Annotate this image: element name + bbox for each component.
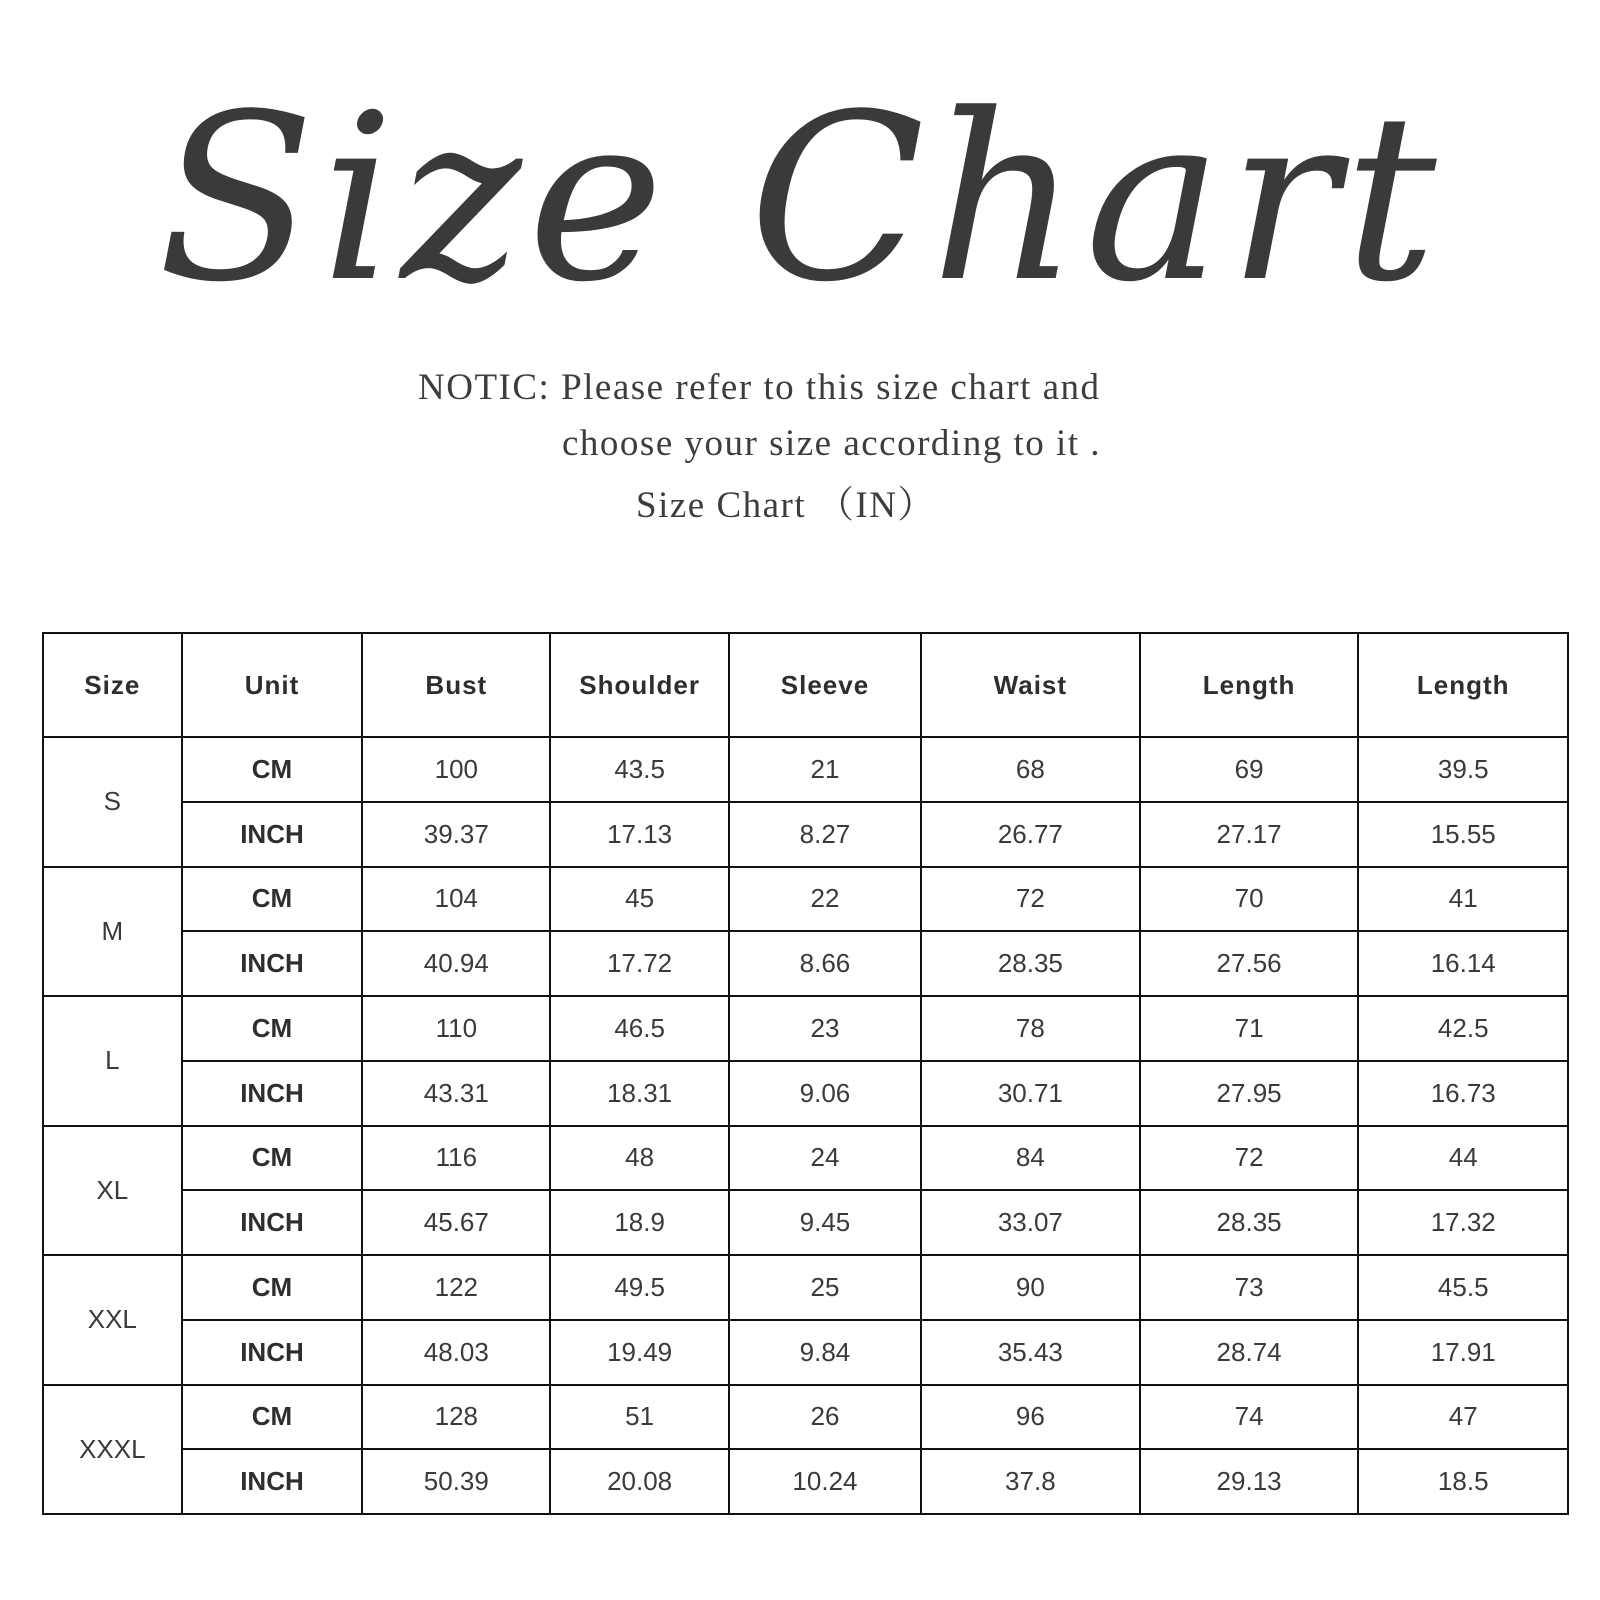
measurement-cell: 28.35	[921, 931, 1140, 996]
size-cell: XL	[43, 1126, 182, 1256]
measurement-cell: 28.35	[1140, 1190, 1359, 1255]
measurement-cell: 9.84	[729, 1320, 921, 1385]
measurement-cell: 10.24	[729, 1449, 921, 1514]
measurement-cell: 28.74	[1140, 1320, 1359, 1385]
unit-cell: CM	[182, 1255, 363, 1320]
table-header-row	[43, 633, 1568, 737]
table-row	[43, 996, 1568, 1061]
measurement-cell: 26	[729, 1385, 921, 1450]
measurement-cell: 18.5	[1358, 1449, 1568, 1514]
measurement-cell: 39.37	[362, 802, 550, 867]
measurement-cell: 8.27	[729, 802, 921, 867]
measurement-cell: 23	[729, 996, 921, 1061]
measurement-cell: 84	[921, 1126, 1140, 1191]
measurement-cell: 17.91	[1358, 1320, 1568, 1385]
measurement-cell: 17.32	[1358, 1190, 1568, 1255]
measurement-cell: 18.9	[550, 1190, 729, 1255]
unit-cell: CM	[182, 1385, 363, 1450]
column-header: Bust	[362, 633, 550, 737]
chart-subtitle: Size Chart （IN）	[636, 485, 936, 526]
measurement-cell: 27.17	[1140, 802, 1359, 867]
measurement-cell: 128	[362, 1385, 550, 1450]
measurement-cell: 27.56	[1140, 931, 1359, 996]
measurement-cell: 40.94	[362, 931, 550, 996]
measurement-cell: 30.71	[921, 1061, 1140, 1126]
column-header: Waist	[921, 633, 1140, 737]
table-row	[43, 1385, 1568, 1450]
measurement-cell: 9.06	[729, 1061, 921, 1126]
column-header: Length	[1358, 633, 1568, 737]
unit-cell: INCH	[182, 1320, 363, 1385]
table-row	[43, 1126, 1568, 1191]
column-header: Length	[1140, 633, 1359, 737]
column-header: Shoulder	[550, 633, 729, 737]
measurement-cell: 41	[1358, 867, 1568, 932]
measurement-cell: 27.95	[1140, 1061, 1359, 1126]
measurement-cell: 19.49	[550, 1320, 729, 1385]
measurement-cell: 70	[1140, 867, 1359, 932]
measurement-cell: 43.31	[362, 1061, 550, 1126]
measurement-cell: 73	[1140, 1255, 1359, 1320]
table-row	[43, 1255, 1568, 1320]
column-header: Size	[43, 633, 182, 737]
measurement-cell: 33.07	[921, 1190, 1140, 1255]
measurement-cell: 20.08	[550, 1449, 729, 1514]
measurement-cell: 74	[1140, 1385, 1359, 1450]
measurement-cell: 72	[1140, 1126, 1359, 1191]
measurement-cell: 48.03	[362, 1320, 550, 1385]
column-header: Unit	[182, 633, 363, 737]
measurement-cell: 45.5	[1358, 1255, 1568, 1320]
measurement-cell: 47	[1358, 1385, 1568, 1450]
measurement-cell: 39.5	[1358, 737, 1568, 802]
size-table	[42, 632, 1569, 1515]
table-row	[43, 867, 1568, 932]
measurement-cell: 15.55	[1358, 802, 1568, 867]
measurement-cell: 17.72	[550, 931, 729, 996]
table-row	[43, 931, 1568, 996]
unit-cell: CM	[182, 996, 363, 1061]
unit-cell: INCH	[182, 931, 363, 996]
measurement-cell: 116	[362, 1126, 550, 1191]
unit-cell: INCH	[182, 802, 363, 867]
notice-line-2: choose your size according to it .	[562, 423, 1102, 464]
unit-cell: CM	[182, 867, 363, 932]
page-title: Size Chart	[157, 66, 1443, 333]
unit-cell: INCH	[182, 1449, 363, 1514]
unit-cell: CM	[182, 1126, 363, 1191]
measurement-cell: 45.67	[362, 1190, 550, 1255]
size-cell: S	[43, 737, 182, 867]
notice-line-1: NOTIC: Please refer to this size chart and	[418, 367, 1101, 408]
unit-cell: CM	[182, 737, 363, 802]
measurement-cell: 44	[1358, 1126, 1568, 1191]
measurement-cell: 37.8	[921, 1449, 1140, 1514]
measurement-cell: 24	[729, 1126, 921, 1191]
measurement-cell: 71	[1140, 996, 1359, 1061]
measurement-cell: 96	[921, 1385, 1140, 1450]
table-row	[43, 802, 1568, 867]
unit-cell: INCH	[182, 1061, 363, 1126]
table-row	[43, 1190, 1568, 1255]
measurement-cell: 50.39	[362, 1449, 550, 1514]
measurement-cell: 16.14	[1358, 931, 1568, 996]
measurement-cell: 8.66	[729, 931, 921, 996]
measurement-cell: 68	[921, 737, 1140, 802]
size-cell: XXL	[43, 1255, 182, 1385]
table-row	[43, 1449, 1568, 1514]
measurement-cell: 110	[362, 996, 550, 1061]
measurement-cell: 90	[921, 1255, 1140, 1320]
measurement-cell: 122	[362, 1255, 550, 1320]
measurement-cell: 69	[1140, 737, 1359, 802]
measurement-cell: 51	[550, 1385, 729, 1450]
measurement-cell: 9.45	[729, 1190, 921, 1255]
measurement-cell: 49.5	[550, 1255, 729, 1320]
unit-cell: INCH	[182, 1190, 363, 1255]
size-cell: L	[43, 996, 182, 1126]
measurement-cell: 45	[550, 867, 729, 932]
measurement-cell: 104	[362, 867, 550, 932]
measurement-cell: 100	[362, 737, 550, 802]
table-row	[43, 1320, 1568, 1385]
measurement-cell: 43.5	[550, 737, 729, 802]
measurement-cell: 18.31	[550, 1061, 729, 1126]
measurement-cell: 17.13	[550, 802, 729, 867]
measurement-cell: 29.13	[1140, 1449, 1359, 1514]
measurement-cell: 48	[550, 1126, 729, 1191]
measurement-cell: 35.43	[921, 1320, 1140, 1385]
table-row	[43, 1061, 1568, 1126]
column-header: Sleeve	[729, 633, 921, 737]
measurement-cell: 26.77	[921, 802, 1140, 867]
measurement-cell: 21	[729, 737, 921, 802]
measurement-cell: 42.5	[1358, 996, 1568, 1061]
measurement-cell: 46.5	[550, 996, 729, 1061]
table-body	[43, 737, 1568, 1514]
table-row	[43, 737, 1568, 802]
measurement-cell: 22	[729, 867, 921, 932]
size-cell: XXXL	[43, 1385, 182, 1515]
measurement-cell: 78	[921, 996, 1140, 1061]
measurement-cell: 25	[729, 1255, 921, 1320]
measurement-cell: 72	[921, 867, 1140, 932]
measurement-cell: 16.73	[1358, 1061, 1568, 1126]
size-cell: M	[43, 867, 182, 997]
